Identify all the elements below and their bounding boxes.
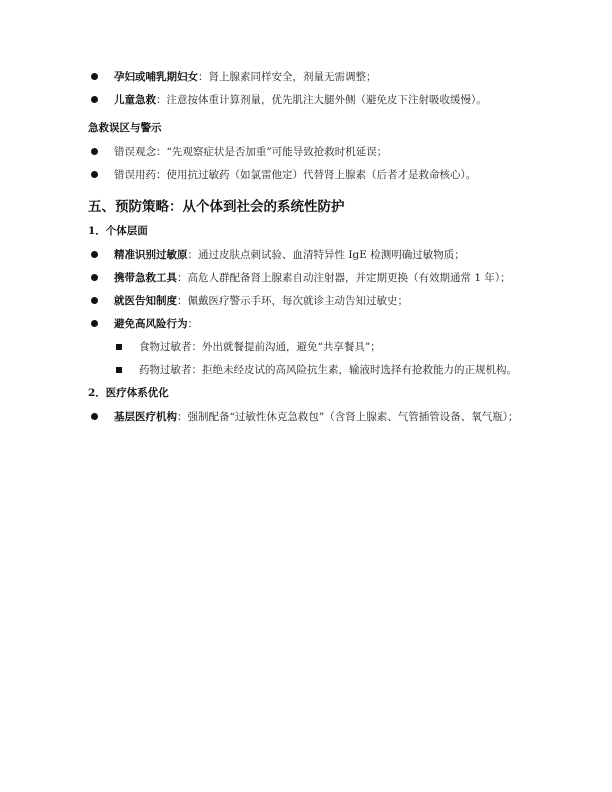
- sub-list-item-drug: [88, 361, 528, 379]
- bullet-dot-icon: [91, 171, 98, 178]
- item-text: ：高危人群配备肾上腺素自动注射器，并定期更换（有效期通常 1 年）；: [177, 272, 511, 284]
- list-item-tools: [88, 269, 528, 287]
- list-item-misconception: [88, 166, 528, 184]
- item-text: ：强制配备“过敏性休克急救包”（含肾上腺素、气管插管设备、氧气瓶）；: [177, 411, 519, 423]
- bullet-dot-icon: [91, 73, 98, 80]
- item-bold-label: 基层医疗机构: [114, 411, 177, 423]
- square-bullet-icon: [116, 344, 122, 350]
- list-item-notify: [88, 292, 528, 310]
- bullet-dot-icon: [91, 96, 98, 103]
- item-text: ：通过皮肤点刺试验、血清特异性 IgE 检测明确过敏物质；: [187, 249, 465, 261]
- bullet-dot-icon: [91, 297, 98, 304]
- item-text: ：注意按体重计算剂量，优先肌注大腿外侧（避免皮下注射吸收缓慢）。: [156, 94, 487, 106]
- item-bold-label: 儿童急救: [114, 94, 156, 106]
- bullet-dot-icon: [91, 274, 98, 281]
- item-text: ：: [187, 318, 198, 330]
- item-text: 药物过敏者：拒绝未经皮试的高风险抗生素，输液时选择有抢救能力的正规机构。: [139, 364, 517, 376]
- item-text: 错误观念：“先观察症状是否加重”可能导致抢救时机延误；: [114, 146, 388, 158]
- subsection-title: 1．个体层面: [88, 225, 148, 237]
- list-item-allergen: [88, 246, 528, 264]
- bullet-dot-icon: [91, 148, 98, 155]
- list-item-avoid: [88, 315, 528, 333]
- document-content: [88, 68, 528, 431]
- square-bullet-icon: [116, 367, 122, 373]
- item-bold-label: 避免高风险行为: [114, 318, 188, 330]
- item-bold-label: 精准识别过敏原: [114, 249, 188, 261]
- list-item-misconception: [88, 143, 528, 161]
- sub-list-item-food: [88, 338, 528, 356]
- item-text: ：佩戴医疗警示手环，每次就诊主动告知过敏史；: [177, 295, 408, 307]
- item-bold-label: 就医告知制度: [114, 295, 177, 307]
- section-title: 五、预防策略：从个体到社会的系统性防护: [88, 199, 345, 215]
- bullet-dot-icon: [91, 413, 98, 420]
- list-item-pregnant: [88, 68, 528, 86]
- list-item-children: [88, 91, 528, 109]
- item-text: 错误用药：使用抗过敏药（如氯雷他定）代替肾上腺素（后者才是救命核心）。: [114, 169, 477, 181]
- item-bold-label: 孕妇或哺乳期妇女: [114, 71, 198, 83]
- item-bold-label: 携带急救工具: [114, 272, 177, 284]
- misconceptions-heading: 急救误区与警示: [88, 122, 162, 134]
- bullet-dot-icon: [91, 251, 98, 258]
- subsection-title: 2．医疗体系优化: [88, 387, 169, 399]
- item-text: ：肾上腺素同样安全，剂量无需调整；: [198, 71, 377, 83]
- item-text: 食物过敏者：外出就餐提前沟通，避免“共享餐具”；: [139, 341, 381, 353]
- list-item-clinic: [88, 408, 528, 426]
- bullet-dot-icon: [91, 320, 98, 327]
